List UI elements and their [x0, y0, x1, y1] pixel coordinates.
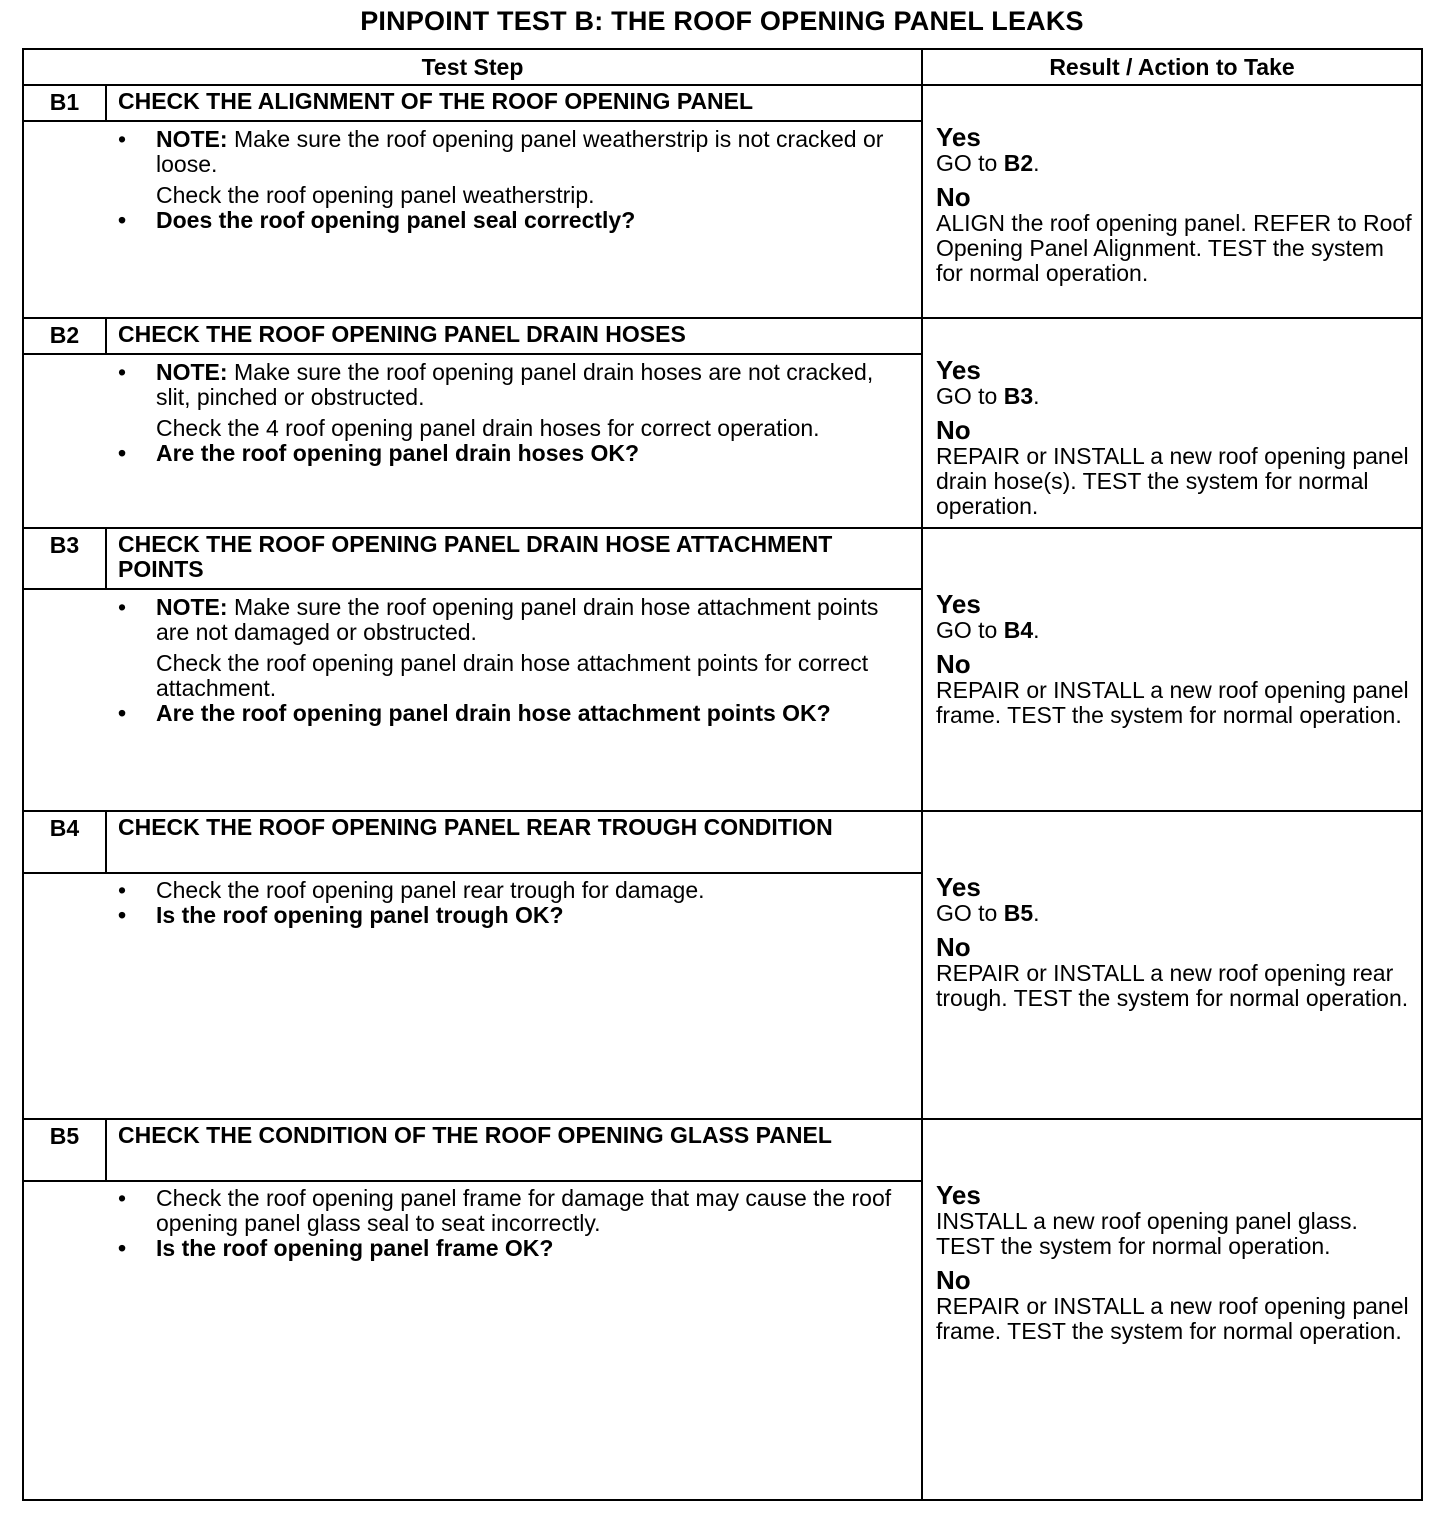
step-body	[116, 595, 906, 726]
go-to-target: B4	[1003, 617, 1034, 643]
bullet: •	[118, 440, 127, 466]
note-label: NOTE:	[156, 594, 228, 620]
list-item	[116, 441, 906, 466]
yes-action: GO to B4.	[936, 617, 1040, 643]
step-question: Is the roof opening panel trough OK?	[156, 902, 564, 928]
table-row	[24, 529, 1421, 812]
yes-action: GO to B3.	[936, 383, 1040, 409]
go-to-target: B2	[1003, 150, 1034, 176]
header-result-action: Result / Action to Take	[1049, 54, 1295, 80]
test-step-cell	[24, 529, 923, 810]
table-row	[24, 86, 1421, 319]
table-row	[24, 1120, 1421, 1499]
bullet: •	[118, 359, 127, 385]
go-to-target: B5	[1003, 900, 1034, 926]
yes-label: Yes	[936, 122, 981, 152]
step-title: CHECK THE ROOF OPENING PANEL REAR TROUGH CONDITION	[118, 814, 833, 840]
step-body	[116, 127, 906, 233]
page-title: PINPOINT TEST B: THE ROOF OPENING PANEL LEAKS	[360, 6, 1084, 36]
step-header	[24, 812, 921, 874]
step-id: B4	[24, 812, 107, 872]
step-body	[116, 878, 906, 928]
check-text: Check the 4 roof opening panel drain hoses for correct operation.	[156, 415, 820, 441]
bullet: •	[118, 594, 127, 620]
list-item	[116, 208, 906, 233]
list-item	[116, 701, 906, 726]
pinpoint-test-table	[22, 48, 1423, 1501]
test-step-cell	[24, 319, 923, 527]
step-title: CHECK THE CONDITION OF THE ROOF OPENING GLASS PANEL	[118, 1122, 832, 1148]
step-body	[116, 1186, 906, 1261]
go-to-target: B3	[1003, 383, 1034, 409]
result-cell	[936, 357, 1416, 519]
bullet: •	[118, 700, 127, 726]
result-cell	[936, 591, 1416, 728]
yes-label: Yes	[936, 589, 981, 619]
bullet: •	[118, 207, 127, 233]
list-item	[116, 127, 906, 177]
list-item	[116, 903, 906, 928]
yes-label: Yes	[936, 1180, 981, 1210]
no-label: No	[936, 932, 971, 962]
bullet: •	[118, 877, 127, 903]
result-cell	[936, 1182, 1416, 1344]
step-body	[116, 360, 906, 466]
table-row	[24, 812, 1421, 1120]
bullet: •	[118, 1235, 127, 1261]
step-question: Are the roof opening panel drain hose attachment points OK?	[156, 700, 831, 726]
note-text: Make sure the roof opening panel drain hose attachment points are not damaged or obstructed.	[156, 594, 879, 645]
no-label: No	[936, 415, 971, 445]
no-label: No	[936, 1265, 971, 1295]
list-item	[116, 360, 906, 410]
yes-label: Yes	[936, 872, 981, 902]
no-action: REPAIR or INSTALL a new roof opening rear trough. TEST the system for normal operation.	[936, 960, 1409, 1011]
step-header	[24, 1120, 921, 1182]
list-item	[116, 595, 906, 645]
no-action: REPAIR or INSTALL a new roof opening panel drain hose(s). TEST the system for normal operation.	[936, 443, 1409, 519]
bullet: •	[118, 126, 127, 152]
yes-action: GO to B5.	[936, 900, 1040, 926]
no-action: REPAIR or INSTALL a new roof opening panel frame. TEST the system for normal operation.	[936, 1293, 1409, 1344]
list-item	[116, 1186, 906, 1236]
note-label: NOTE:	[156, 126, 228, 152]
list-item	[116, 878, 906, 903]
step-title: CHECK THE ALIGNMENT OF THE ROOF OPENING PANEL	[118, 88, 754, 114]
test-step-cell	[24, 86, 923, 317]
step-header	[24, 86, 921, 122]
yes-action: INSTALL a new roof opening panel glass. TEST the system for normal operation.	[936, 1208, 1358, 1259]
note-text: Make sure the roof opening panel drain hoses are not cracked, slit, pinched or obstructed.	[156, 359, 874, 410]
table-row	[24, 319, 1421, 529]
step-title: CHECK THE ROOF OPENING PANEL DRAIN HOSES	[118, 321, 686, 347]
step-header	[24, 319, 921, 355]
check-text: Check the roof opening panel frame for damage that may cause the roof opening panel glass seal to seat incorrectly.	[156, 1185, 892, 1236]
step-question: Are the roof opening panel drain hoses OK?	[156, 440, 640, 466]
yes-action: GO to B2.	[936, 150, 1040, 176]
no-label: No	[936, 182, 971, 212]
no-label: No	[936, 649, 971, 679]
step-header	[24, 529, 921, 590]
test-step-cell	[24, 812, 923, 1118]
yes-label: Yes	[936, 355, 981, 385]
result-cell	[936, 874, 1416, 1011]
note-label: NOTE:	[156, 359, 228, 385]
step-id: B1	[24, 86, 107, 120]
bullet: •	[118, 902, 127, 928]
check-text: Check the roof opening panel rear trough for damage.	[156, 877, 705, 903]
result-cell	[936, 124, 1416, 286]
note-text: Make sure the roof opening panel weatherstrip is not cracked or loose.	[156, 126, 884, 177]
list-item	[116, 1236, 906, 1261]
no-action: ALIGN the roof opening panel. REFER to Roof Opening Panel Alignment. TEST the system for normal operation.	[936, 210, 1412, 286]
bullet: •	[118, 1185, 127, 1211]
step-question: Does the roof opening panel seal correctly?	[156, 207, 636, 233]
check-text: Check the roof opening panel weatherstrip.	[156, 182, 595, 208]
check-text: Check the roof opening panel drain hose attachment points for correct attachment.	[156, 650, 869, 701]
step-id: B5	[24, 1120, 107, 1180]
step-title: CHECK THE ROOF OPENING PANEL DRAIN HOSE ATTACHMENT POINTS	[118, 531, 833, 582]
header-test-step: Test Step	[24, 50, 923, 84]
table-header	[24, 50, 1421, 86]
step-id: B2	[24, 319, 107, 353]
test-step-cell	[24, 1120, 923, 1499]
step-question: Is the roof opening panel frame OK?	[156, 1235, 554, 1261]
step-id: B3	[24, 529, 107, 588]
no-action: REPAIR or INSTALL a new roof opening panel frame. TEST the system for normal operation.	[936, 677, 1409, 728]
